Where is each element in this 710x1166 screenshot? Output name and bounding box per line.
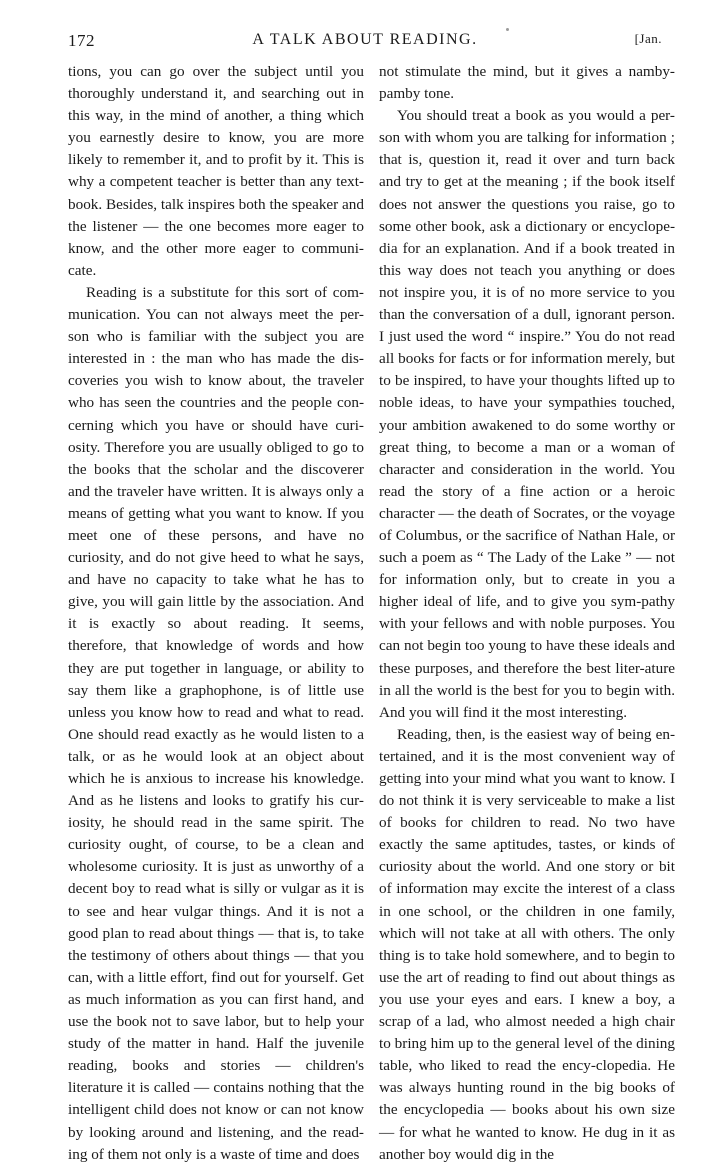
- paragraph: Reading, then, is the easiest way of being en-tertained, and it is the most convenient way of getting into your mind what you want to know. I do not think it is very serviceable to make a list of books for children to read. No two have exactly the same aptitudes, tastes, or kinds of curiosity about the world. And one story or bit of information may excite the interest of a class in one school, or the children in one family, which will not take at all with others. The only thing is to take hold somewhere, and to begin to use the art of reading to find out about things as you use your eyes and ears. I knew a boy, a scrap of a lad, who almost needed a high chair to bring him up to the general level of the dining table, who liked to read the ency-clopedia. He was always hunting round in the big books of the encyclopedia — books about his own size — for what he wanted to know. He dug in it as another boy would dig in the: [379, 725, 675, 1163]
- paragraph: not stimulate the mind, but it gives a namby-pamby tone.: [379, 63, 675, 103]
- issue-month: [Jan.: [634, 31, 662, 46]
- running-title: A TALK ABOUT READING.: [252, 31, 478, 48]
- running-header: [68, 31, 662, 55]
- paragraph: Reading is a substitute for this sort of com-munication. You can not always meet the per-son who is familiar with the subject you are interested in : the man who has made the dis-coveries you wish to know about, the traveler who has seen the countries and the people con-cerning which you have or should have curi-osity. Therefore you are usually obliged to go to the books that the scholar and the discoverer and the traveler have written. It is always only a means of getting what you want to know. If you meet one of these persons, and have no curiosity, and do not give heed to what he says, and have no capacity to take what he has to give, you will gain little by the association. And it is exactly so about reading. It seems, therefore, that knowledge of words and how they are put together in language, or ability to say them like a graphophone, is of little use unless you know how to read and what to read. One should read exactly as he would listen to a talk, or as he would look at an object about which he is anxious to increase his knowledge. And as he listens and looks to gratify his cur-iosity, he should read in the same spirit. The curiosity ought, of course, to be a clean and wholesome curiosity. It is just as unworthy of a decent boy to read what is silly or vulgar as it is to see and hear vulgar things. And it is not a good plan to read about things — that is, to take the testimony of others about things — that you can, with a little effort, find out for yourself. Get as much information as you can first hand, and use the book not to save labor, but to help your study of the matter in hand. Half the juvenile reading, books and stories — children's literature it is called — contains nothing that the intelligent child does not know or can not know by looking around and listening, and the read-ing of them not only is a waste of time and does: [68, 283, 364, 1163]
- page-number: 172: [68, 31, 95, 50]
- paragraph: You should treat a book as you would a per-son with whom you are talking for information ; that is, question it, read it over and turn back and try to get at the meaning ; if the book itself does not answer the questions you raise, go to some other book, ask a dictionary or encyclope-dia for an explanation. And if a book treated in this way does not teach you anything or does not inspire you, it is of no more service to you than the conversation of a dull, ignorant person. I just used the word “ inspire.” You do not read all books for facts or for information merely, but to be inspired, to have your thoughts lifted up to noble ideas, to have your sympathies touched, your ambition awakened to do some worthy or great thing, to become a man or a woman of character and consideration in the world. You read the story of a fine action or a heroic character — the death of Socrates, or the voyage of Columbus, or the sacrifice of Nathan Hale, or such a poem as “ The Lady of the Lake ” — not for information only, but to create in you a higher ideal of life, and to give you sym-pathy with your fellows and with noble purposes. You can not begin too young to have these ideals and these purposes, and therefore the best liter-ature in all the world is the best for you to begin with. And you will find it the most interesting.: [379, 107, 675, 721]
- paragraph: tions, you can go over the subject until you thoroughly understand it, and searching out in this way, in the mind of another, a thing which you earnestly desire to know, you are more likely to remember it, and to profit by it. This is why a competent teacher is better than any text-book. Besides, talk inspires both the speaker and the listener — the one becomes more eager to know, and the other more eager to communi-cate.: [68, 63, 364, 279]
